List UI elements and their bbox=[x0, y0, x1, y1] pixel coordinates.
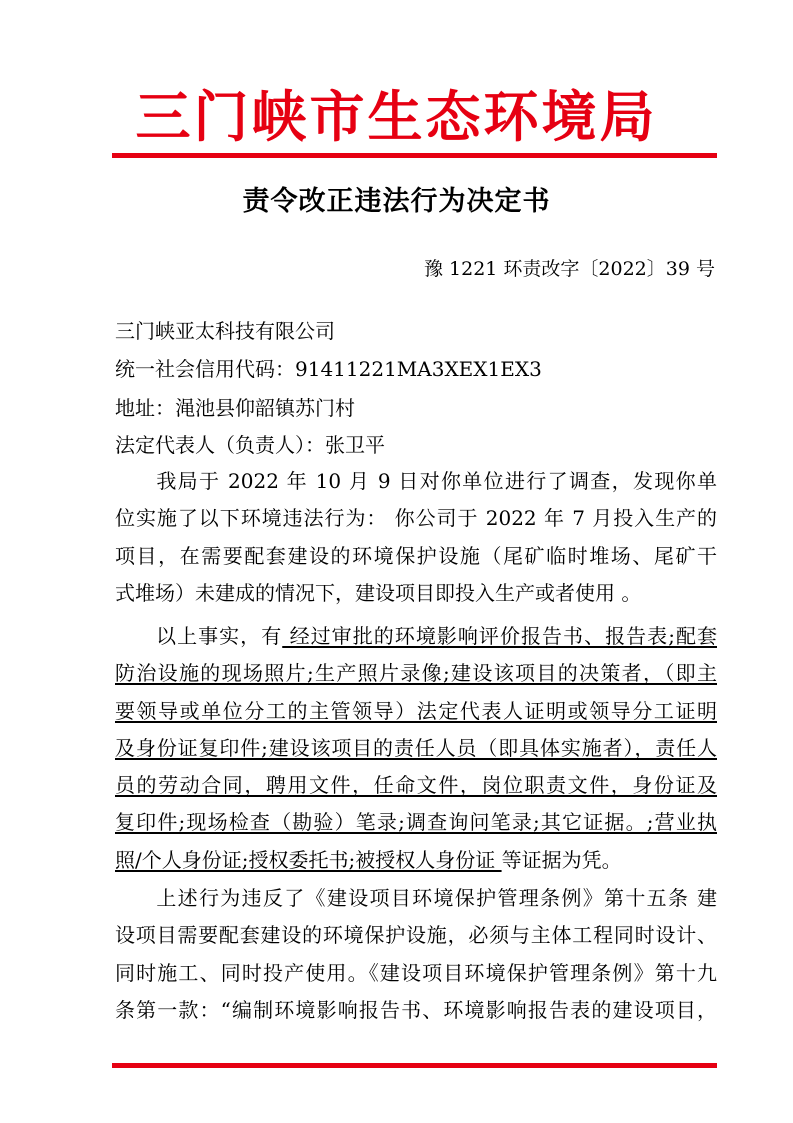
paragraph-evidence bbox=[115, 618, 717, 879]
paragraph-line: 复印件;现场检查（勘验）笔录;调查询问笔录;其它证据。;营业执 bbox=[115, 810, 717, 835]
paragraph-line: 以上事实，有 经过审批的环境影响评价报告书、报告表;配套 bbox=[155, 624, 717, 648]
paragraph-investigation bbox=[115, 463, 717, 612]
paragraph-line: 条第一款：“编制环境影响报告书、环境影响报告表的建设项目， bbox=[115, 997, 717, 1022]
paragraph-line: 位实施了以下环境违法行为： 你公司于 2022 年 7 月投入生产的 bbox=[115, 506, 717, 531]
paragraph-line: 设项目需要配套建设的环境保护设施，必须与主体工程同时设计、 bbox=[115, 923, 717, 948]
paragraph-regulation bbox=[115, 880, 717, 1029]
paragraph-line: 上述行为违反了《建设项目环境保护管理条例》第十五条 建 bbox=[155, 886, 717, 910]
paragraph-line: 我局于 2022 年 10 月 9 日对你单位进行了调查，发现你单 bbox=[155, 469, 717, 493]
paragraph-line: 员的劳动合同，聘用文件，任命文件，岗位职责文件，身份证及 bbox=[115, 773, 717, 798]
paragraph-line: 及身份证复印件;建设该项目的责任人员（即具体实施者），责任人 bbox=[115, 735, 717, 760]
document-title: 责令改正违法行为决定书 bbox=[242, 186, 551, 217]
paragraph-line: 防治设施的现场照片;生产照片录像;建设该项目的决策者，（即主 bbox=[115, 661, 717, 686]
paragraph-line: 同时施工、同时投产使用。《建设项目环境保护管理条例》第十九 bbox=[115, 960, 717, 985]
document-number: 豫 1221 环责改字〔2022〕39 号 bbox=[423, 258, 715, 280]
header-red-rule bbox=[112, 153, 717, 158]
paragraph-line: 照/个人身份证;授权委托书;被授权人身份证 等证据为凭。 bbox=[115, 847, 622, 872]
legal-representative: 法定代表人（负责人）：张卫平 bbox=[115, 433, 385, 457]
paragraph-line: 项目，在需要配套建设的环境保护设施（尾矿临时堆场、尾矿干 bbox=[115, 543, 717, 568]
paragraph-line: 式堆场）未建成的情况下，建设项目即投入生产或者使用 。 bbox=[115, 580, 642, 605]
evidence-underlined: 经过审批的环境影响评价报告书、报告表;配套 bbox=[282, 624, 717, 648]
agency-name: 三门峡市生态环境局 bbox=[135, 84, 658, 149]
credit-code: 统一社会信用代码：91411221MA3XEX1EX3 bbox=[115, 357, 542, 381]
footer-red-rule bbox=[112, 1063, 717, 1068]
paragraph-line: 要领导或单位分工的主管领导）法定代表人证明或领导分工证明 bbox=[115, 698, 717, 723]
party-name: 三门峡亚太科技有限公司 bbox=[115, 319, 335, 343]
party-address: 地址：渑池县仰韶镇苏门村 bbox=[115, 396, 355, 420]
